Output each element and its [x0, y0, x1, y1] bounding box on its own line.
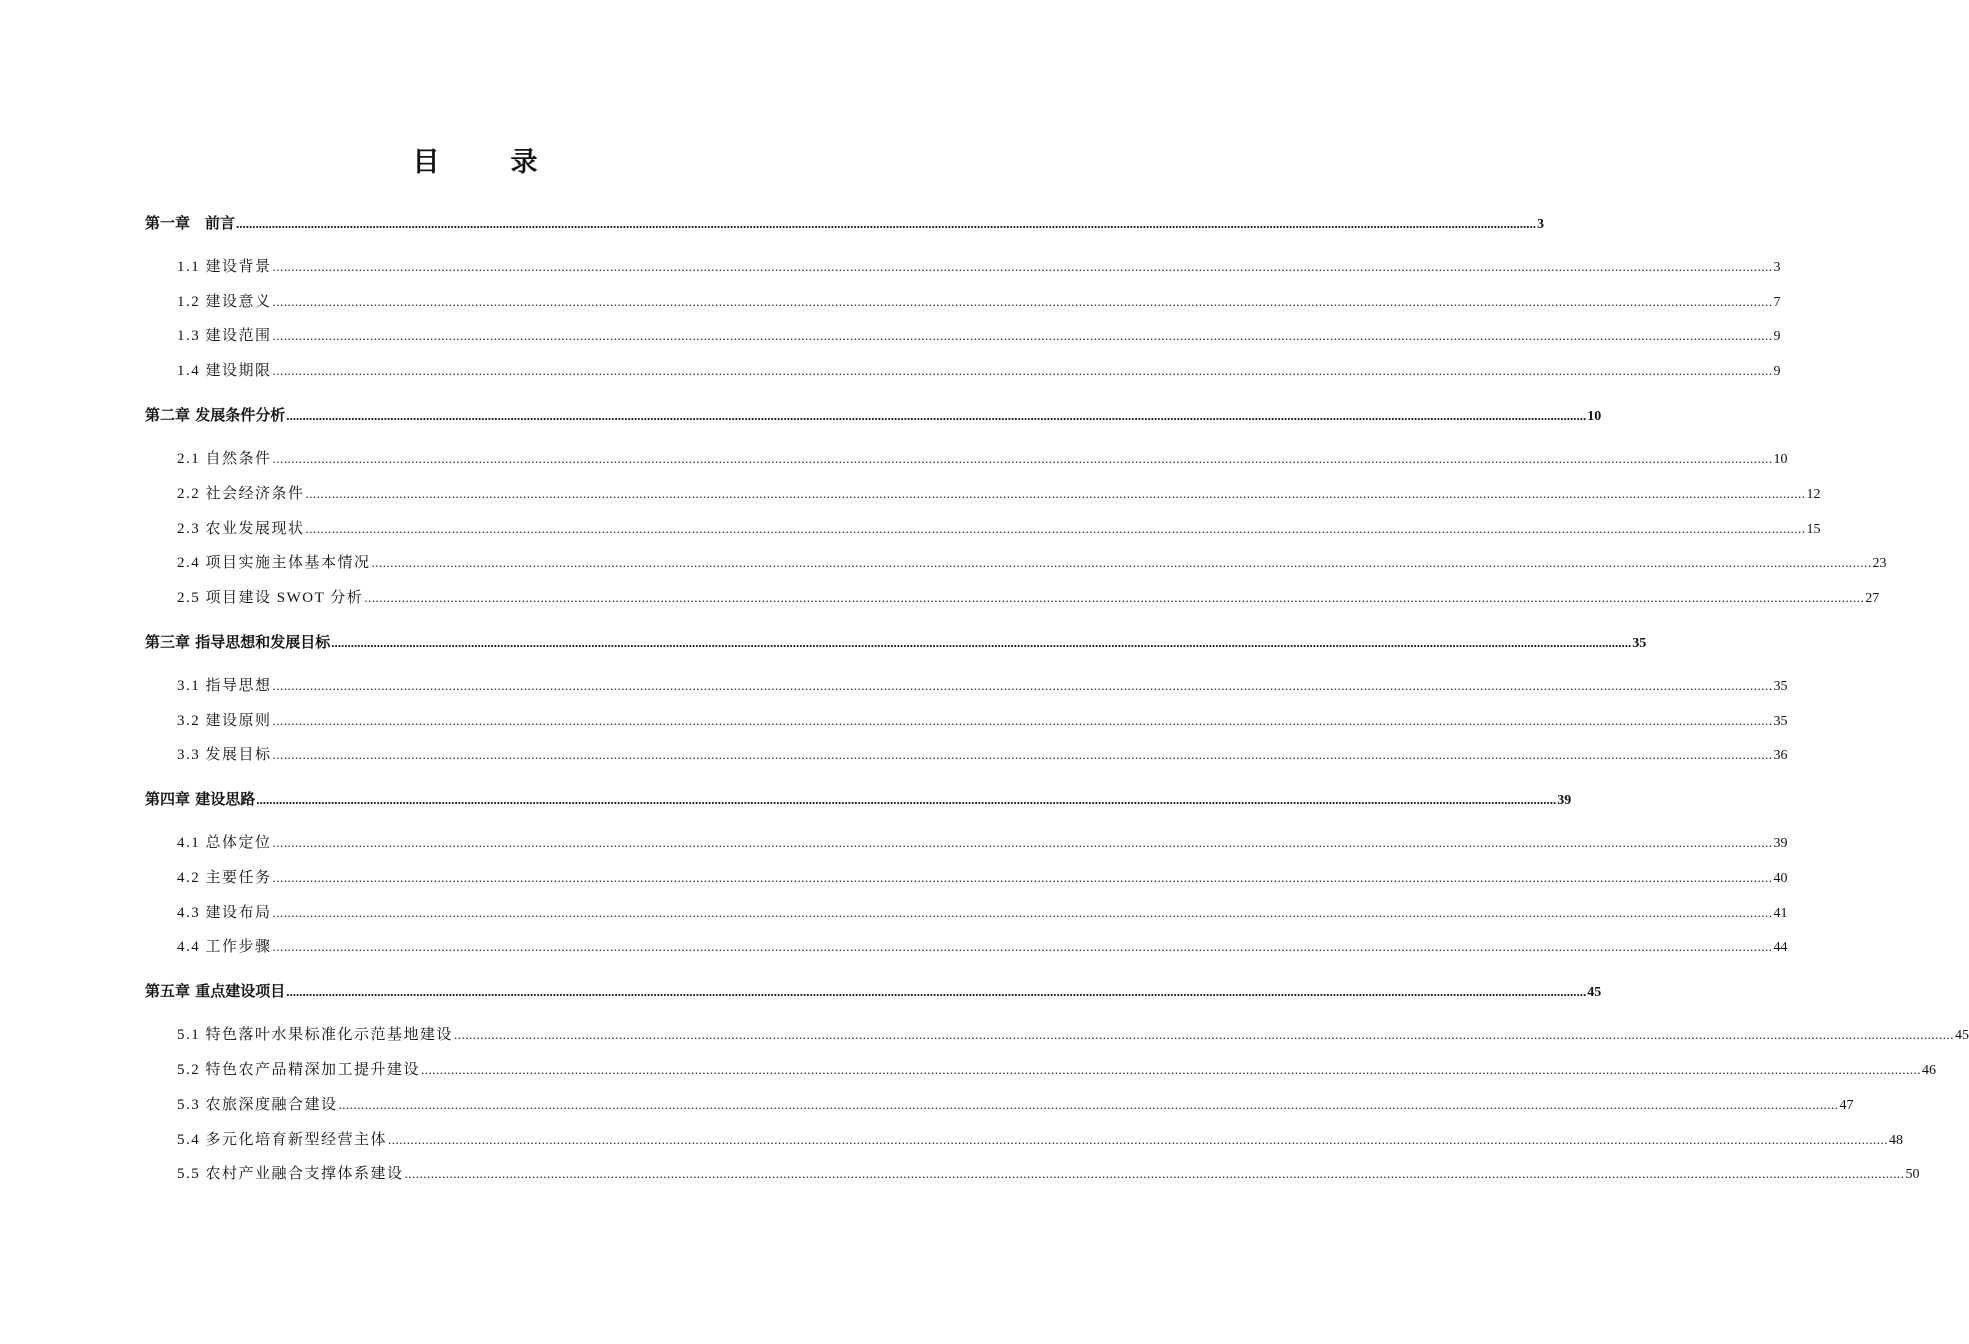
toc-leader-dots: ................................................................................................................................................................................................................................................................................................................................................................................................................ — [272, 939, 1773, 954]
toc-chapter-entry[interactable] — [145, 212, 1545, 234]
toc-page-number: 35 — [1773, 679, 1788, 694]
toc-leader-dots: ................................................................................................................................................................................................................................................................................................................................................................................................................ — [272, 259, 1773, 274]
toc-leader-dots: ................................................................................................................................................................................................................................................................................................................................................................................................................ — [305, 521, 1806, 536]
toc-entry-label: 1.1 建设背景 — [177, 259, 272, 275]
toc-leader-dots: ................................................................................................................................................................................................................................................................................................................................................................................................................ — [256, 792, 1557, 807]
toc-entry-label: 第四章 建设思路 — [145, 790, 256, 808]
toc-leader-dots: ................................................................................................................................................................................................................................................................................................................................................................................................................ — [331, 635, 1632, 650]
toc-page-number: 48 — [1889, 1133, 1904, 1148]
toc-entry-label: 2.3 农业发展现状 — [177, 521, 305, 537]
toc-page-number: 9 — [1773, 329, 1781, 344]
toc-entry-label: 第一章 前言 — [145, 214, 236, 232]
toc-leader-dots: ................................................................................................................................................................................................................................................................................................................................................................................................................ — [272, 747, 1773, 762]
toc-leader-dots: ................................................................................................................................................................................................................................................................................................................................................................................................................ — [371, 555, 1872, 570]
toc-chapter-entry[interactable] — [145, 404, 1602, 426]
toc-entry-label: 4.2 主要任务 — [177, 870, 272, 886]
toc-section-entry[interactable] — [177, 1024, 1969, 1046]
toc-leader-dots: ................................................................................................................................................................................................................................................................................................................................................................................................................ — [272, 451, 1773, 466]
toc-page-number: 39 — [1773, 836, 1788, 851]
toc-entry-label: 第三章 指导思想和发展目标 — [145, 633, 331, 651]
toc-page-number: 35 — [1773, 714, 1788, 729]
toc-section-entry[interactable] — [177, 867, 1788, 889]
toc-page-number: 47 — [1839, 1098, 1854, 1113]
toc-entry-label: 2.4 项目实施主体基本情况 — [177, 555, 371, 571]
toc-page-number: 23 — [1872, 556, 1887, 571]
toc-section-entry[interactable] — [177, 448, 1788, 470]
toc-leader-dots: ................................................................................................................................................................................................................................................................................................................................................................................................................ — [272, 835, 1773, 850]
toc-entry-label: 5.2 特色农产品精深加工提升建设 — [177, 1062, 421, 1078]
toc-page-number: 36 — [1773, 748, 1788, 763]
toc-entry-label: 4.3 建设布局 — [177, 905, 272, 921]
toc-section-entry[interactable] — [177, 587, 1880, 609]
toc-page-number: 35 — [1632, 636, 1647, 651]
toc-chapter-entry[interactable] — [145, 631, 1647, 653]
toc-page-number: 44 — [1773, 940, 1788, 955]
toc-title: 目 录 — [412, 147, 560, 178]
toc-leader-dots: ................................................................................................................................................................................................................................................................................................................................................................................................................ — [272, 328, 1773, 343]
toc-entry-label: 第二章 发展条件分析 — [145, 406, 286, 424]
toc-page-number: 10 — [1773, 452, 1788, 467]
toc-entry-label: 1.4 建设期限 — [177, 363, 272, 379]
toc-leader-dots: ................................................................................................................................................................................................................................................................................................................................................................................................................ — [454, 1027, 1955, 1042]
toc-chapter-entry[interactable] — [145, 788, 1572, 810]
toc-chapter-entry[interactable] — [145, 980, 1602, 1002]
toc-section-entry[interactable] — [177, 483, 1821, 505]
toc-entry-label: 5.3 农旅深度融合建设 — [177, 1097, 338, 1113]
toc-page-number: 41 — [1773, 906, 1788, 921]
toc-entry-label: 3.2 建设原则 — [177, 713, 272, 729]
toc-entry-label: 5.5 农村产业融合支撑体系建设 — [177, 1166, 404, 1182]
toc-section-entry[interactable] — [177, 291, 1781, 313]
toc-entry-label: 4.4 工作步骤 — [177, 939, 272, 955]
toc-leader-dots: ................................................................................................................................................................................................................................................................................................................................................................................................................ — [364, 590, 1865, 605]
toc-entry-label: 3.3 发展目标 — [177, 747, 272, 763]
toc-entry-label: 第五章 重点建设项目 — [145, 982, 286, 1000]
toc-entry-label: 1.2 建设意义 — [177, 294, 272, 310]
toc-entry-label: 5.4 多元化培育新型经营主体 — [177, 1132, 388, 1148]
toc-section-entry[interactable] — [177, 832, 1788, 854]
toc-leader-dots: ................................................................................................................................................................................................................................................................................................................................................................................................................ — [272, 294, 1773, 309]
toc-entry-label: 2.5 项目建设 SWOT 分析 — [177, 590, 364, 606]
toc-page-number: 3 — [1537, 217, 1545, 232]
toc-leader-dots: ................................................................................................................................................................................................................................................................................................................................................................................................................ — [305, 486, 1806, 501]
toc-leader-dots: ................................................................................................................................................................................................................................................................................................................................................................................................................ — [388, 1132, 1889, 1147]
toc-section-entry[interactable] — [177, 552, 1887, 574]
toc-section-entry[interactable] — [177, 1129, 1904, 1151]
toc-leader-dots: ................................................................................................................................................................................................................................................................................................................................................................................................................ — [272, 870, 1773, 885]
toc-page-number: 9 — [1773, 364, 1781, 379]
toc-section-entry[interactable] — [177, 744, 1788, 766]
toc-page-number: 7 — [1773, 295, 1781, 310]
toc-leader-dots: ................................................................................................................................................................................................................................................................................................................................................................................................................ — [236, 216, 1537, 231]
toc-section-entry[interactable] — [177, 710, 1788, 732]
toc-section-entry[interactable] — [177, 902, 1788, 924]
toc-section-entry[interactable] — [177, 936, 1788, 958]
toc-entry-label: 3.1 指导思想 — [177, 678, 272, 694]
toc-leader-dots: ................................................................................................................................................................................................................................................................................................................................................................................................................ — [272, 363, 1773, 378]
toc-entry-label: 4.1 总体定位 — [177, 835, 272, 851]
toc-entry-label: 5.1 特色落叶水果标准化示范基地建设 — [177, 1027, 454, 1043]
toc-page-number: 45 — [1955, 1028, 1969, 1043]
toc-page-number: 12 — [1806, 487, 1821, 502]
toc-leader-dots: ................................................................................................................................................................................................................................................................................................................................................................................................................ — [272, 905, 1773, 920]
toc-section-entry[interactable] — [177, 675, 1788, 697]
toc-entry-label: 2.1 自然条件 — [177, 451, 272, 467]
toc-section-entry[interactable] — [177, 1163, 1920, 1185]
toc-section-entry[interactable] — [177, 325, 1781, 347]
toc-page-number: 45 — [1587, 985, 1602, 1000]
toc-section-entry[interactable] — [177, 360, 1781, 382]
toc-page-number: 46 — [1922, 1063, 1937, 1078]
toc-page-number: 3 — [1773, 260, 1781, 275]
toc-page-number: 50 — [1905, 1167, 1920, 1182]
toc-leader-dots: ................................................................................................................................................................................................................................................................................................................................................................................................................ — [421, 1062, 1922, 1077]
toc-leader-dots: ................................................................................................................................................................................................................................................................................................................................................................................................................ — [272, 678, 1773, 693]
toc-section-entry[interactable] — [177, 518, 1821, 540]
toc-leader-dots: ................................................................................................................................................................................................................................................................................................................................................................................................................ — [286, 408, 1587, 423]
toc-leader-dots: ................................................................................................................................................................................................................................................................................................................................................................................................................ — [338, 1097, 1839, 1112]
toc-page-number: 15 — [1806, 522, 1821, 537]
toc-page-number: 40 — [1773, 871, 1788, 886]
toc-entry-label: 1.3 建设范围 — [177, 328, 272, 344]
toc-section-entry[interactable] — [177, 256, 1781, 278]
toc-entry-label: 2.2 社会经济条件 — [177, 486, 305, 502]
toc-leader-dots: ................................................................................................................................................................................................................................................................................................................................................................................................................ — [286, 984, 1587, 999]
toc-leader-dots: ................................................................................................................................................................................................................................................................................................................................................................................................................ — [404, 1166, 1905, 1181]
toc-leader-dots: ................................................................................................................................................................................................................................................................................................................................................................................................................ — [272, 713, 1773, 728]
toc-section-entry[interactable] — [177, 1059, 1937, 1081]
toc-page-number: 39 — [1557, 793, 1572, 808]
toc-page-number: 10 — [1587, 409, 1602, 424]
toc-page-number: 27 — [1865, 591, 1880, 606]
toc-section-entry[interactable] — [177, 1094, 1854, 1116]
